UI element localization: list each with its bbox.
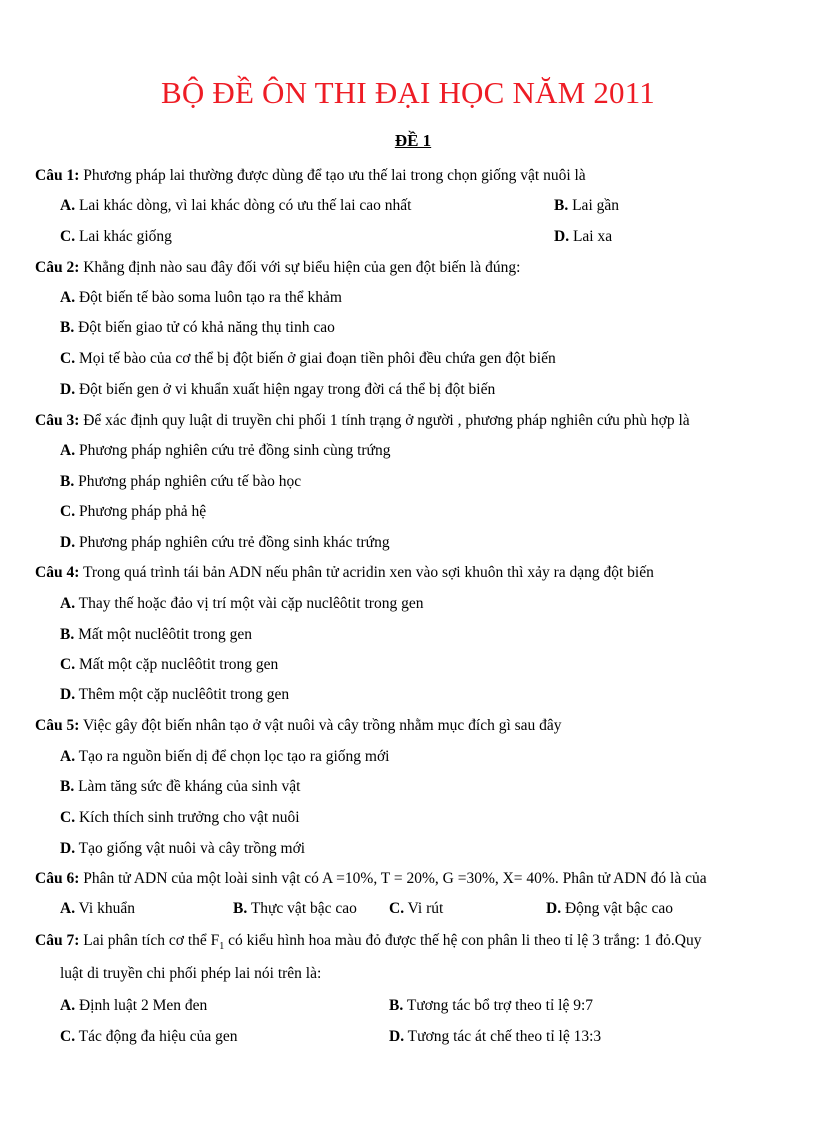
question-text: Khẳng định nào sau đây đối với sự biểu hiện của gen đột biến là đúng: bbox=[79, 259, 521, 276]
option-4c: C. Mất một cặp nuclêôtit trong gen bbox=[60, 656, 279, 673]
option-3d: D. Phương pháp nghiên cứu trẻ đồng sinh khác trứng bbox=[60, 534, 390, 551]
option-2d: D. Đột biến gen ở vi khuẩn xuất hiện ngay trong đời cá thể bị đột biến bbox=[60, 381, 496, 398]
option-2c: C. Mọi tế bào của cơ thể bị đột biến ở giai đoạn tiền phôi đều chứa gen đột biến bbox=[60, 350, 556, 367]
question-text: Phương pháp lai thường được dùng để tạo ưu thế lai trong chọn giống vật nuôi là bbox=[79, 167, 586, 184]
option-6b: B. Thực vật bậc cao bbox=[233, 900, 357, 917]
question-7-continuation: luật di truyền chi phối phép lai nói trên là: bbox=[60, 965, 322, 982]
option-1a: A. Lai khác dòng, vì lai khác dòng có ưu thế lai cao nhất bbox=[60, 197, 412, 214]
question-text: Để xác định quy luật di truyền chi phối 1 tính trạng ở người , phương pháp nghiên cứu phù hợp là bbox=[79, 412, 690, 429]
option-2a: A. Đột biến tế bào soma luôn tạo ra thể khảm bbox=[60, 289, 342, 306]
option-5c: C. Kích thích sinh trưởng cho vật nuôi bbox=[60, 809, 300, 826]
question-label: Câu 7: bbox=[35, 932, 80, 949]
question-label: Câu 1: bbox=[35, 167, 80, 184]
option-1c: C. Lai khác giống bbox=[60, 228, 172, 245]
option-3a: A. Phương pháp nghiên cứu trẻ đồng sinh cùng trứng bbox=[60, 442, 391, 459]
option-4d: D. Thêm một cặp nuclêôtit trong gen bbox=[60, 686, 290, 703]
question-label: Câu 4: bbox=[35, 564, 80, 581]
question-text: Phân tử ADN của một loài sinh vật có A =10%, T = 20%, G =30%, X= 40%. Phân tử ADN đó là của bbox=[79, 870, 707, 887]
option-1b: B. Lai gần bbox=[554, 197, 620, 214]
option-3b: B. Phương pháp nghiên cứu tế bào học bbox=[60, 473, 302, 490]
question-6 bbox=[35, 869, 707, 889]
question-3 bbox=[35, 411, 690, 431]
option-5a: A. Tạo ra nguồn biến dị để chọn lọc tạo ra giống mới bbox=[60, 748, 390, 765]
option-1d: D. Lai xa bbox=[554, 228, 613, 245]
question-7: Câu 7: Lai phân tích cơ thể $F_1$ có kiểu hình hoa màu đỏ được thế hệ con phân li theo tỉ lệ 3 trắng: 1 đỏ.Quy bbox=[35, 932, 702, 952]
question-text: Việc gây đột biến nhân tạo ở vật nuôi và cây trồng nhằm mục đích gì sau đây bbox=[79, 717, 562, 734]
question-label: Câu 3: bbox=[35, 412, 80, 429]
option-7d: D. Tương tác át chế theo tỉ lệ 13:3 bbox=[389, 1028, 602, 1045]
option-2b: B. Đột biến giao tử có khả năng thụ tinh cao bbox=[60, 319, 335, 336]
question-label: Câu 2: bbox=[35, 259, 80, 276]
document-title: BỘ ĐỀ ÔN THI ĐẠI HỌC NĂM 2011 bbox=[160, 75, 656, 110]
option-6c: C. Vi rút bbox=[389, 900, 444, 917]
option-7a: A. Định luật 2 Men đen bbox=[60, 997, 208, 1014]
question-1 bbox=[35, 166, 586, 186]
option-5b: B. Làm tăng sức đề kháng của sinh vật bbox=[60, 778, 301, 795]
option-5d: D. Tạo giống vật nuôi và cây trồng mới bbox=[60, 840, 306, 857]
question-4 bbox=[35, 563, 654, 583]
exam-subtitle: ĐỀ 1 bbox=[394, 131, 432, 150]
question-2 bbox=[35, 258, 520, 278]
option-7b: B. Tương tác bổ trợ theo tỉ lệ 9:7 bbox=[389, 997, 594, 1014]
question-5 bbox=[35, 716, 562, 736]
option-4b: B. Mất một nuclêôtit trong gen bbox=[60, 626, 253, 643]
option-4a: A. Thay thế hoặc đảo vị trí một vài cặp nuclêôtit trong gen bbox=[60, 595, 424, 612]
question-label: Câu 5: bbox=[35, 717, 80, 734]
option-3c: C. Phương pháp phả hệ bbox=[60, 503, 207, 520]
question-label: Câu 6: bbox=[35, 870, 80, 887]
subscript: 1 bbox=[219, 941, 225, 952]
option-6d: D. Động vật bậc cao bbox=[546, 900, 673, 917]
question-text: Trong quá trình tái bản ADN nếu phân tử acridin xen vào sợi khuôn thì xảy ra dạng đột biến bbox=[79, 564, 654, 581]
option-6a: A. Vi khuẩn bbox=[60, 900, 135, 917]
option-7c: C. Tác động đa hiệu của gen bbox=[60, 1028, 238, 1045]
